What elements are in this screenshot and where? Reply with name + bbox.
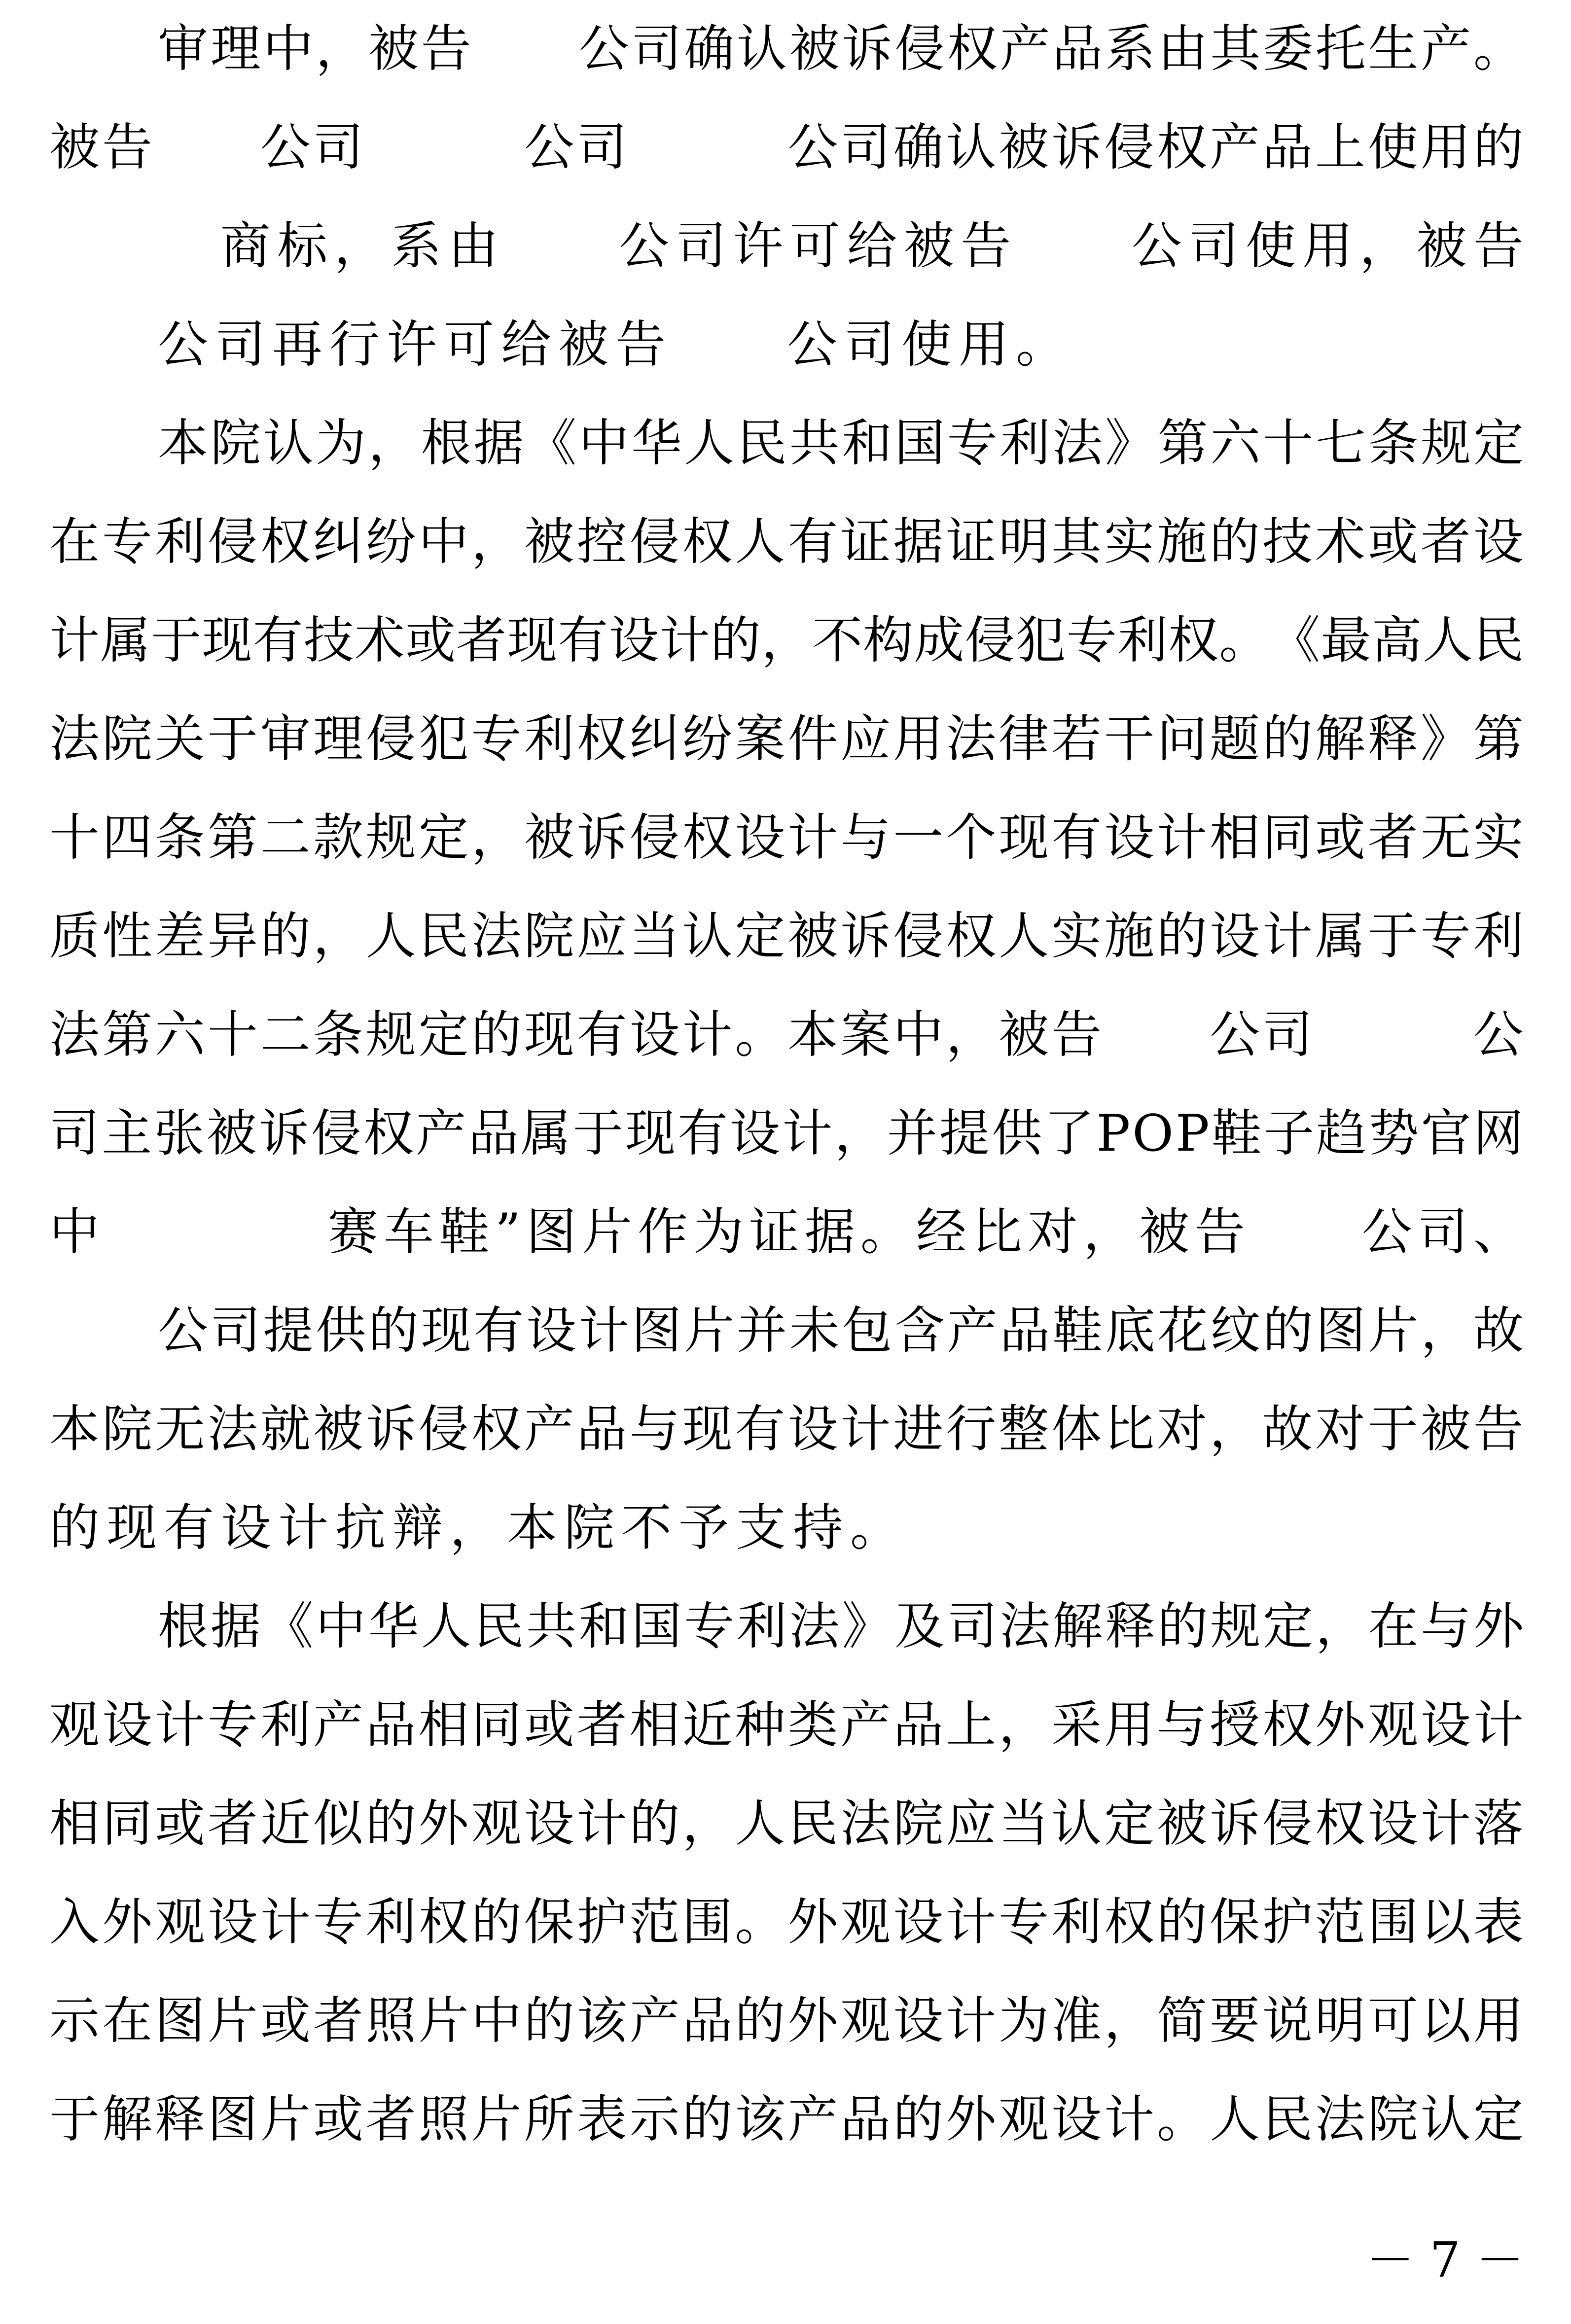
text-line: 的 现 有 设 计 抗 辩 ， 本 院 不 予 支 持 。 — [49, 1499, 900, 1557]
text-line: 审 理 中 ， 被 告 公 司 确 认 被 诉 侵 权 产 品 系 由 其 委 托 生 产 。 — [158, 20, 1524, 78]
text-line: 入 外 观 设 计 专 利 权 的 保 护 范 围 。 外 观 设 计 专 利 权 的 保 护 范 围 以 表 — [49, 1893, 1524, 1952]
text-line: 相 同 或 者 近 似 的 外 观 设 计 的 ， 人 民 法 院 应 当 认 定 被 诉 侵 权 设 计 落 — [49, 1795, 1524, 1853]
text-line: 示 在 图 片 或 者 照 片 中 的 该 产 品 的 外 观 设 计 为 准 ， 简 要 说 明 可 以 用 — [49, 1992, 1524, 2050]
text-line: 根 据 《 中 华 人 民 共 和 国 专 利 法 》 及 司 法 解 释 的 规 定 ， 在 与 外 — [158, 1597, 1524, 1656]
text-line: 法 第 六 十 二 条 规 定 的 现 有 设 计 。 本 案 中 ， 被 告 公 司 公 — [49, 1006, 1524, 1064]
text-line: 司 主 张 被 诉 侵 权 产 品 属 于 现 有 设 计 ， 并 提 供 了 P O P 鞋 子 趋 势 官 网 — [49, 1104, 1524, 1163]
text-line: 在 专 利 侵 权 纠 纷 中 ， 被 控 侵 权 人 有 证 据 证 明 其 实 施 的 技 术 或 者 设 — [49, 513, 1524, 571]
text-line: 观 设 计 专 利 产 品 相 同 或 者 相 近 种 类 产 品 上 ， 采 用 与 授 权 外 观 设 计 — [49, 1696, 1524, 1755]
text-line: 法 院 关 于 审 理 侵 犯 专 利 权 纠 纷 案 件 应 用 法 律 若 干 问 题 的 解 释 》 第 — [49, 710, 1524, 769]
text-line: 计 属 于 现 有 技 术 或 者 现 有 设 计 的 ， 不 构 成 侵 犯 专 利 权 。 《 最 高 人 民 — [49, 611, 1524, 670]
text-line: 于 解 释 图 片 或 者 照 片 所 表 示 的 该 产 品 的 外 观 设 计 。 人 民 法 院 认 定 — [49, 2090, 1524, 2149]
text-line: 公 司 提 供 的 现 有 设 计 图 片 并 未 包 含 产 品 鞋 底 花 纹 的 图 片 ， 故 — [158, 1302, 1524, 1360]
text-line: 公 司 再 行 许 可 给 被 告 公 司 使 用 。 — [158, 316, 1066, 374]
text-line: 十 四 条 第 二 款 规 定 ， 被 诉 侵 权 设 计 与 一 个 现 有 设 计 相 同 或 者 无 实 — [49, 809, 1524, 867]
text-line: 中 赛 车 鞋 ” 图 片 作 为 证 据 。 经 比 对 ， 被 告 公 司 、 — [49, 1203, 1524, 1262]
text-line: 本 院 无 法 就 被 诉 侵 权 产 品 与 现 有 设 计 进 行 整 体 比 对 ， 故 对 于 被 告 — [49, 1400, 1524, 1459]
text-line: 质 性 差 异 的 ， 人 民 法 院 应 当 认 定 被 诉 侵 权 人 实 施 的 设 计 属 于 专 利 — [49, 907, 1524, 966]
text-line: 本 院 认 为 ， 根 据 《 中 华 人 民 共 和 国 专 利 法 》 第 六 十 七 条 规 定 — [158, 414, 1524, 473]
text-line: 被 告 公 司 公 司 公 司 确 认 被 诉 侵 权 产 品 上 使 用 的 — [49, 118, 1524, 177]
text-line: 商 标 ， 系 由 公 司 许 可 给 被 告 公 司 使 用 ， 被 告 — [220, 217, 1524, 276]
page-number: － 7 － — [1366, 2232, 1524, 2289]
